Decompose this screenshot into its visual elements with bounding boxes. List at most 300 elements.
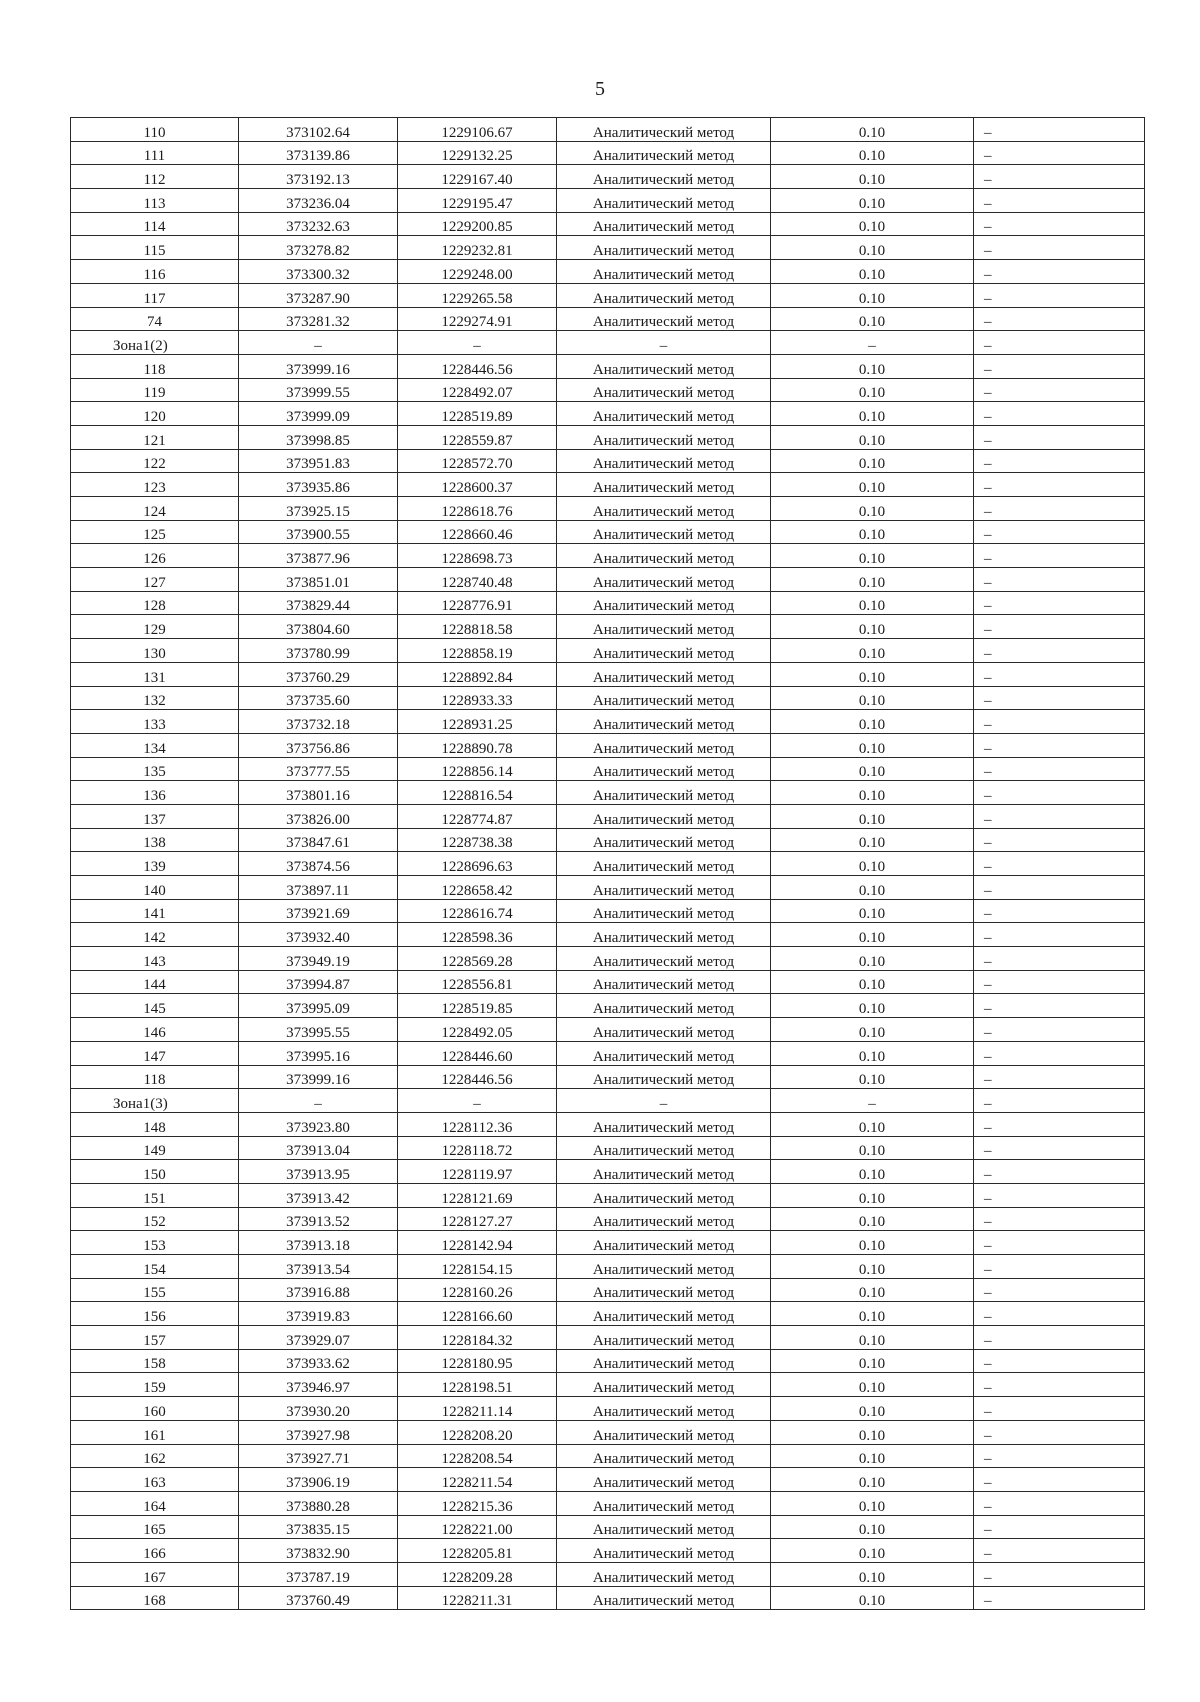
point-number-cell: 115 — [71, 236, 239, 260]
x-coordinate-cell: 373929.07 — [239, 1326, 398, 1350]
x-coordinate-cell: 373835.15 — [239, 1515, 398, 1539]
point-number-cell: 122 — [71, 449, 239, 473]
method-cell: Аналитический метод — [557, 1586, 771, 1610]
accuracy-cell: 0.10 — [771, 378, 974, 402]
x-coordinate-cell: 373999.16 — [239, 1065, 398, 1089]
method-cell: Аналитический метод — [557, 1112, 771, 1136]
note-cell: – — [974, 1420, 1145, 1444]
method-cell: Аналитический метод — [557, 686, 771, 710]
point-number-cell: 132 — [71, 686, 239, 710]
y-coordinate-cell: 1228698.73 — [398, 544, 557, 568]
x-coordinate-cell: 373916.88 — [239, 1278, 398, 1302]
x-coordinate-cell: 373925.15 — [239, 497, 398, 521]
x-coordinate-cell: 373913.18 — [239, 1231, 398, 1255]
point-number-cell: 116 — [71, 260, 239, 284]
point-number-cell: 151 — [71, 1183, 239, 1207]
note-cell: – — [974, 733, 1145, 757]
x-coordinate-cell: 373787.19 — [239, 1562, 398, 1586]
y-coordinate-cell: 1228892.84 — [398, 662, 557, 686]
method-cell: Аналитический метод — [557, 402, 771, 426]
method-cell: Аналитический метод — [557, 260, 771, 284]
point-number-cell: 146 — [71, 1018, 239, 1042]
method-cell: Аналитический метод — [557, 710, 771, 734]
accuracy-cell: 0.10 — [771, 1491, 974, 1515]
note-cell: – — [974, 1586, 1145, 1610]
x-coordinate-cell: 373880.28 — [239, 1491, 398, 1515]
accuracy-cell: 0.10 — [771, 639, 974, 663]
note-cell: – — [974, 615, 1145, 639]
method-cell: Аналитический метод — [557, 781, 771, 805]
x-coordinate-cell: 373300.32 — [239, 260, 398, 284]
table-row — [71, 189, 1145, 213]
x-coordinate-cell: 373995.16 — [239, 1041, 398, 1065]
table-row — [71, 1515, 1145, 1539]
note-cell: – — [974, 876, 1145, 900]
point-number-cell: 121 — [71, 425, 239, 449]
table-row — [71, 1231, 1145, 1255]
accuracy-cell: 0.10 — [771, 876, 974, 900]
point-number-cell: 168 — [71, 1586, 239, 1610]
zone-header-row — [71, 1089, 1145, 1113]
x-coordinate-cell: 373999.09 — [239, 402, 398, 426]
accuracy-cell: 0.10 — [771, 1160, 974, 1184]
note-cell: – — [974, 686, 1145, 710]
x-coordinate-cell: 373102.64 — [239, 118, 398, 142]
y-coordinate-cell: 1228931.25 — [398, 710, 557, 734]
y-coordinate-cell: 1229106.67 — [398, 118, 557, 142]
method-cell: Аналитический метод — [557, 1326, 771, 1350]
method-cell: Аналитический метод — [557, 118, 771, 142]
accuracy-cell: 0.10 — [771, 118, 974, 142]
x-coordinate-cell: 373851.01 — [239, 568, 398, 592]
table-row — [71, 1041, 1145, 1065]
note-cell: – — [974, 449, 1145, 473]
point-number-cell: 119 — [71, 378, 239, 402]
y-coordinate-cell: 1228658.42 — [398, 876, 557, 900]
accuracy-cell: 0.10 — [771, 1515, 974, 1539]
note-cell: – — [974, 1065, 1145, 1089]
table-row — [71, 710, 1145, 734]
table-row — [71, 733, 1145, 757]
accuracy-cell: 0.10 — [771, 1018, 974, 1042]
table-row — [71, 1302, 1145, 1326]
note-cell: – — [974, 804, 1145, 828]
table-row — [71, 662, 1145, 686]
y-coordinate-cell: 1228492.07 — [398, 378, 557, 402]
point-number-cell: 113 — [71, 189, 239, 213]
accuracy-cell: 0.10 — [771, 662, 974, 686]
table-row — [71, 1136, 1145, 1160]
accuracy-cell: 0.10 — [771, 520, 974, 544]
table-row — [71, 473, 1145, 497]
x-coordinate-cell: 373804.60 — [239, 615, 398, 639]
note-cell: – — [974, 236, 1145, 260]
y-coordinate-cell: 1228616.74 — [398, 899, 557, 923]
method-cell: Аналитический метод — [557, 141, 771, 165]
point-number-cell: 110 — [71, 118, 239, 142]
point-number-cell: 160 — [71, 1397, 239, 1421]
accuracy-cell: 0.10 — [771, 1207, 974, 1231]
accuracy-cell: 0.10 — [771, 307, 974, 331]
x-coordinate-cell: 373994.87 — [239, 970, 398, 994]
method-cell: Аналитический метод — [557, 473, 771, 497]
note-cell: – — [974, 639, 1145, 663]
method-cell: Аналитический метод — [557, 1468, 771, 1492]
y-coordinate-cell: 1228112.36 — [398, 1112, 557, 1136]
y-coordinate-cell: 1228556.81 — [398, 970, 557, 994]
point-number-cell: 136 — [71, 781, 239, 805]
table-row — [71, 1112, 1145, 1136]
table-row — [71, 923, 1145, 947]
accuracy-cell: 0.10 — [771, 1539, 974, 1563]
method-cell: Аналитический метод — [557, 852, 771, 876]
y-coordinate-cell: 1228119.97 — [398, 1160, 557, 1184]
x-coordinate-cell: 373913.95 — [239, 1160, 398, 1184]
y-coordinate-cell: 1228696.63 — [398, 852, 557, 876]
x-coordinate-cell: 373927.98 — [239, 1420, 398, 1444]
x-coordinate-cell: 373281.32 — [239, 307, 398, 331]
y-coordinate-cell: 1228446.56 — [398, 354, 557, 378]
point-number-cell: 126 — [71, 544, 239, 568]
y-coordinate-cell: 1228205.81 — [398, 1539, 557, 1563]
x-coordinate-cell: 373139.86 — [239, 141, 398, 165]
method-cell: Аналитический метод — [557, 733, 771, 757]
method-cell: Аналитический метод — [557, 923, 771, 947]
x-coordinate-cell: 373999.16 — [239, 354, 398, 378]
note-cell: – — [974, 354, 1145, 378]
table-row — [71, 402, 1145, 426]
method-cell: Аналитический метод — [557, 425, 771, 449]
accuracy-cell: 0.10 — [771, 1302, 974, 1326]
note-cell: – — [974, 141, 1145, 165]
x-coordinate-cell: 373874.56 — [239, 852, 398, 876]
table-row — [71, 141, 1145, 165]
accuracy-cell: 0.10 — [771, 923, 974, 947]
note-cell: – — [974, 1491, 1145, 1515]
point-number-cell: 167 — [71, 1562, 239, 1586]
x-coordinate-cell: 373829.44 — [239, 591, 398, 615]
y-coordinate-cell: 1228446.56 — [398, 1065, 557, 1089]
note-cell: – — [974, 781, 1145, 805]
point-number-cell: 145 — [71, 994, 239, 1018]
point-number-cell: Зона1(2) — [71, 331, 239, 355]
point-number-cell: 148 — [71, 1112, 239, 1136]
point-number-cell: 118 — [71, 354, 239, 378]
x-coordinate-cell: 373826.00 — [239, 804, 398, 828]
point-number-cell: 143 — [71, 947, 239, 971]
table-row — [71, 1562, 1145, 1586]
x-coordinate-cell: 373906.19 — [239, 1468, 398, 1492]
method-cell: Аналитический метод — [557, 1515, 771, 1539]
x-coordinate-cell: 373927.71 — [239, 1444, 398, 1468]
accuracy-cell: 0.10 — [771, 757, 974, 781]
table-row — [71, 1183, 1145, 1207]
accuracy-cell: 0.10 — [771, 402, 974, 426]
point-number-cell: 142 — [71, 923, 239, 947]
x-coordinate-cell: 373760.29 — [239, 662, 398, 686]
accuracy-cell: 0.10 — [771, 1326, 974, 1350]
note-cell: – — [974, 1278, 1145, 1302]
x-coordinate-cell: 373913.04 — [239, 1136, 398, 1160]
note-cell: – — [974, 378, 1145, 402]
point-number-cell: 120 — [71, 402, 239, 426]
method-cell: Аналитический метод — [557, 1136, 771, 1160]
accuracy-cell: 0.10 — [771, 828, 974, 852]
y-coordinate-cell: 1228208.54 — [398, 1444, 557, 1468]
y-coordinate-cell: 1228816.54 — [398, 781, 557, 805]
method-cell: Аналитический метод — [557, 236, 771, 260]
table-row — [71, 212, 1145, 236]
x-coordinate-cell: 373933.62 — [239, 1349, 398, 1373]
y-coordinate-cell: 1228559.87 — [398, 425, 557, 449]
note-cell: – — [974, 331, 1145, 355]
x-coordinate-cell: 373801.16 — [239, 781, 398, 805]
y-coordinate-cell: 1228572.70 — [398, 449, 557, 473]
y-coordinate-cell: 1228160.26 — [398, 1278, 557, 1302]
y-coordinate-cell: 1228740.48 — [398, 568, 557, 592]
accuracy-cell: 0.10 — [771, 1349, 974, 1373]
method-cell: Аналитический метод — [557, 568, 771, 592]
method-cell: Аналитический метод — [557, 354, 771, 378]
point-number-cell: 127 — [71, 568, 239, 592]
method-cell: Аналитический метод — [557, 662, 771, 686]
accuracy-cell: 0.10 — [771, 733, 974, 757]
accuracy-cell: 0.10 — [771, 1468, 974, 1492]
table-row — [71, 947, 1145, 971]
table-row — [71, 378, 1145, 402]
x-coordinate-cell: 373232.63 — [239, 212, 398, 236]
table-row — [71, 283, 1145, 307]
note-cell: – — [974, 425, 1145, 449]
x-coordinate-cell: 373913.52 — [239, 1207, 398, 1231]
table-row — [71, 1444, 1145, 1468]
accuracy-cell: 0.10 — [771, 994, 974, 1018]
method-cell: Аналитический метод — [557, 639, 771, 663]
accuracy-cell: 0.10 — [771, 686, 974, 710]
accuracy-cell: 0.10 — [771, 710, 974, 734]
method-cell: Аналитический метод — [557, 1539, 771, 1563]
note-cell: – — [974, 852, 1145, 876]
point-number-cell: 161 — [71, 1420, 239, 1444]
point-number-cell: 152 — [71, 1207, 239, 1231]
method-cell: Аналитический метод — [557, 1278, 771, 1302]
accuracy-cell: 0.10 — [771, 1373, 974, 1397]
point-number-cell: 135 — [71, 757, 239, 781]
x-coordinate-cell: 373913.54 — [239, 1255, 398, 1279]
x-coordinate-cell: 373900.55 — [239, 520, 398, 544]
accuracy-cell: – — [771, 331, 974, 355]
point-number-cell: 118 — [71, 1065, 239, 1089]
note-cell: – — [974, 212, 1145, 236]
y-coordinate-cell: 1228142.94 — [398, 1231, 557, 1255]
table-row — [71, 1397, 1145, 1421]
y-coordinate-cell: 1228211.31 — [398, 1586, 557, 1610]
method-cell: Аналитический метод — [557, 828, 771, 852]
note-cell: – — [974, 899, 1145, 923]
table-row — [71, 1420, 1145, 1444]
y-coordinate-cell: 1229167.40 — [398, 165, 557, 189]
note-cell: – — [974, 544, 1145, 568]
point-number-cell: 111 — [71, 141, 239, 165]
method-cell: Аналитический метод — [557, 520, 771, 544]
point-number-cell: 137 — [71, 804, 239, 828]
accuracy-cell: 0.10 — [771, 899, 974, 923]
x-coordinate-cell: 373930.20 — [239, 1397, 398, 1421]
table-row — [71, 1373, 1145, 1397]
note-cell: – — [974, 473, 1145, 497]
method-cell: Аналитический метод — [557, 994, 771, 1018]
accuracy-cell: 0.10 — [771, 212, 974, 236]
y-coordinate-cell: 1228856.14 — [398, 757, 557, 781]
method-cell: Аналитический метод — [557, 876, 771, 900]
y-coordinate-cell: 1228519.89 — [398, 402, 557, 426]
table-row — [71, 260, 1145, 284]
point-number-cell: 133 — [71, 710, 239, 734]
note-cell: – — [974, 1112, 1145, 1136]
point-number-cell: 124 — [71, 497, 239, 521]
method-cell: Аналитический метод — [557, 1041, 771, 1065]
page-number: 5 — [595, 78, 605, 100]
point-number-cell: 163 — [71, 1468, 239, 1492]
table-row — [71, 1065, 1145, 1089]
point-number-cell: 154 — [71, 1255, 239, 1279]
y-coordinate-cell: 1228774.87 — [398, 804, 557, 828]
table-row — [71, 449, 1145, 473]
table-row — [71, 520, 1145, 544]
table-row — [71, 757, 1145, 781]
note-cell: – — [974, 497, 1145, 521]
x-coordinate-cell: 373951.83 — [239, 449, 398, 473]
zone-header-row — [71, 331, 1145, 355]
point-number-cell: 134 — [71, 733, 239, 757]
x-coordinate-cell: 373897.11 — [239, 876, 398, 900]
x-coordinate-cell: 373777.55 — [239, 757, 398, 781]
accuracy-cell: 0.10 — [771, 1112, 974, 1136]
point-number-cell: 157 — [71, 1326, 239, 1350]
note-cell: – — [974, 970, 1145, 994]
accuracy-cell: 0.10 — [771, 1444, 974, 1468]
method-cell: Аналитический метод — [557, 1349, 771, 1373]
note-cell: – — [974, 402, 1145, 426]
method-cell: Аналитический метод — [557, 283, 771, 307]
note-cell: – — [974, 1231, 1145, 1255]
accuracy-cell: 0.10 — [771, 544, 974, 568]
accuracy-cell: 0.10 — [771, 1255, 974, 1279]
table-row — [71, 1326, 1145, 1350]
y-coordinate-cell: 1228211.14 — [398, 1397, 557, 1421]
y-coordinate-cell: 1228154.15 — [398, 1255, 557, 1279]
accuracy-cell: 0.10 — [771, 1278, 974, 1302]
table-row — [71, 970, 1145, 994]
x-coordinate-cell: 373998.85 — [239, 425, 398, 449]
y-coordinate-cell: 1228890.78 — [398, 733, 557, 757]
table-row — [71, 1160, 1145, 1184]
note-cell: – — [974, 662, 1145, 686]
note-cell: – — [974, 189, 1145, 213]
point-number-cell: 156 — [71, 1302, 239, 1326]
method-cell: Аналитический метод — [557, 449, 771, 473]
table-row — [71, 852, 1145, 876]
table-row — [71, 544, 1145, 568]
accuracy-cell: 0.10 — [771, 1183, 974, 1207]
accuracy-cell: 0.10 — [771, 425, 974, 449]
note-cell: – — [974, 520, 1145, 544]
accuracy-cell: 0.10 — [771, 1586, 974, 1610]
note-cell: – — [974, 283, 1145, 307]
table-row — [71, 591, 1145, 615]
method-cell: Аналитический метод — [557, 378, 771, 402]
x-coordinate-cell: 373921.69 — [239, 899, 398, 923]
accuracy-cell: 0.10 — [771, 283, 974, 307]
y-coordinate-cell: 1228127.27 — [398, 1207, 557, 1231]
table-row — [71, 425, 1145, 449]
y-coordinate-cell: 1228776.91 — [398, 591, 557, 615]
y-coordinate-cell: 1228118.72 — [398, 1136, 557, 1160]
point-number-cell: 155 — [71, 1278, 239, 1302]
x-coordinate-cell: 373287.90 — [239, 283, 398, 307]
note-cell: – — [974, 118, 1145, 142]
point-number-cell: 162 — [71, 1444, 239, 1468]
x-coordinate-cell: 373832.90 — [239, 1539, 398, 1563]
note-cell: – — [974, 994, 1145, 1018]
y-coordinate-cell: 1229195.47 — [398, 189, 557, 213]
x-coordinate-cell: 373847.61 — [239, 828, 398, 852]
accuracy-cell: 0.10 — [771, 804, 974, 828]
y-coordinate-cell: 1228600.37 — [398, 473, 557, 497]
y-coordinate-cell: 1228198.51 — [398, 1373, 557, 1397]
point-number-cell: 158 — [71, 1349, 239, 1373]
y-coordinate-cell: 1229274.91 — [398, 307, 557, 331]
note-cell: – — [974, 1539, 1145, 1563]
point-number-cell: 144 — [71, 970, 239, 994]
method-cell: Аналитический метод — [557, 1065, 771, 1089]
x-coordinate-cell: 373946.97 — [239, 1373, 398, 1397]
accuracy-cell: 0.10 — [771, 141, 974, 165]
accuracy-cell: 0.10 — [771, 1136, 974, 1160]
table-row — [71, 1468, 1145, 1492]
table-row — [71, 1207, 1145, 1231]
method-cell: Аналитический метод — [557, 591, 771, 615]
table-row — [71, 1349, 1145, 1373]
y-coordinate-cell: 1228184.32 — [398, 1326, 557, 1350]
y-coordinate-cell: – — [398, 1089, 557, 1113]
y-coordinate-cell: 1228933.33 — [398, 686, 557, 710]
y-coordinate-cell: 1228660.46 — [398, 520, 557, 544]
method-cell: Аналитический метод — [557, 1255, 771, 1279]
x-coordinate-cell: 373192.13 — [239, 165, 398, 189]
note-cell: – — [974, 1397, 1145, 1421]
method-cell: Аналитический метод — [557, 212, 771, 236]
note-cell: – — [974, 1444, 1145, 1468]
point-number-cell: 117 — [71, 283, 239, 307]
note-cell: – — [974, 923, 1145, 947]
y-coordinate-cell: 1228569.28 — [398, 947, 557, 971]
table-row — [71, 236, 1145, 260]
y-coordinate-cell: 1228121.69 — [398, 1183, 557, 1207]
note-cell: – — [974, 568, 1145, 592]
point-number-cell: 164 — [71, 1491, 239, 1515]
x-coordinate-cell: 373932.40 — [239, 923, 398, 947]
method-cell: – — [557, 331, 771, 355]
method-cell: Аналитический метод — [557, 497, 771, 521]
accuracy-cell: 0.10 — [771, 852, 974, 876]
note-cell: – — [974, 947, 1145, 971]
accuracy-cell: 0.10 — [771, 970, 974, 994]
note-cell: – — [974, 1373, 1145, 1397]
accuracy-cell: 0.10 — [771, 591, 974, 615]
x-coordinate-cell: 373935.86 — [239, 473, 398, 497]
x-coordinate-cell: 373877.96 — [239, 544, 398, 568]
